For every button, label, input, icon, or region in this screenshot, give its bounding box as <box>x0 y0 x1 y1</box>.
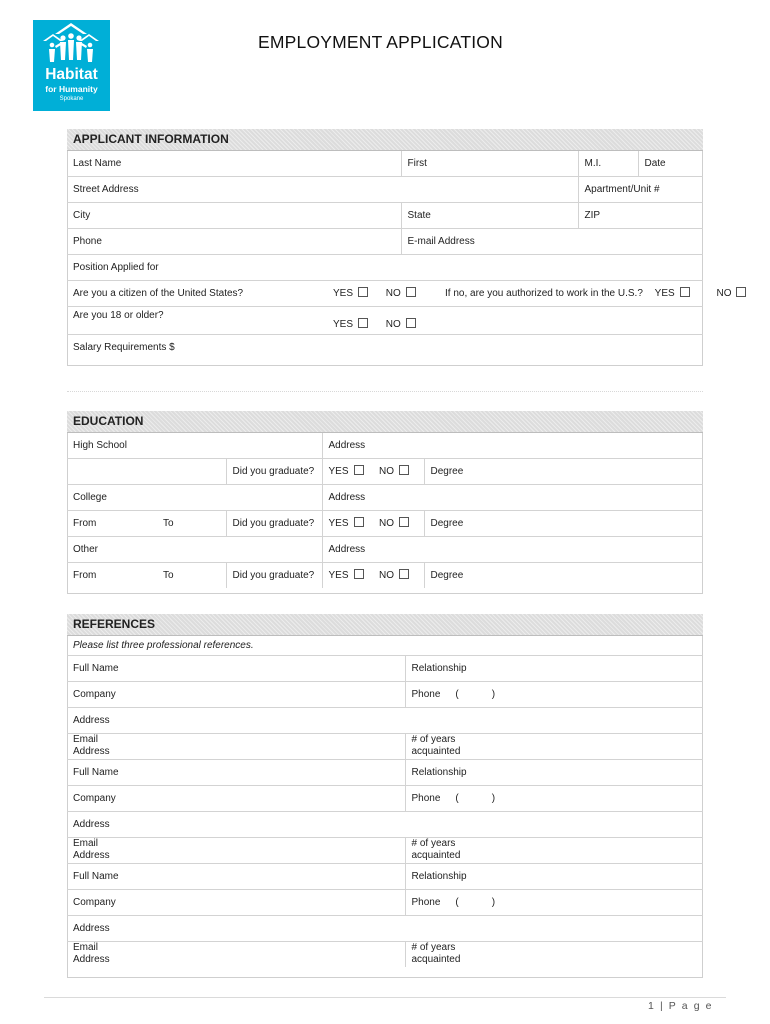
last-name-field[interactable]: Last Name <box>67 150 401 176</box>
college-graduate-question: Did you graduate? <box>226 510 322 536</box>
ref1-relationship-field[interactable]: Relationship <box>405 655 703 681</box>
ref2-phone-field[interactable] <box>405 785 703 811</box>
references-section-header: REFERENCES <box>67 614 703 635</box>
yes-label: YES <box>328 518 349 529</box>
references-section <box>67 614 703 967</box>
ref2-relationship-field[interactable]: Relationship <box>405 759 703 785</box>
ref3-phone-field[interactable] <box>405 889 703 915</box>
age-yes-label: YES <box>333 318 354 330</box>
phone-field[interactable]: Phone <box>67 228 401 254</box>
ref3-company-field[interactable]: Company <box>67 889 405 915</box>
ref1-address-field[interactable]: Address <box>67 707 703 733</box>
authorized-question: If no, are you authorized to work in the U.S.? <box>445 288 643 299</box>
street-address-field[interactable]: Street Address <box>67 176 578 202</box>
ref1-years-acquainted-field[interactable] <box>405 733 703 759</box>
years-label-line1: # of years <box>411 942 456 954</box>
ref3-address-field[interactable]: Address <box>67 915 703 941</box>
logo-wordmark: Habitat <box>45 66 98 83</box>
email-label-line1: Email <box>73 942 99 954</box>
document-title: EMPLOYMENT APPLICATION <box>258 32 503 52</box>
zip-field[interactable]: ZIP <box>578 202 703 228</box>
college-yes <box>322 510 373 536</box>
middle-initial-field[interactable]: M.I. <box>578 150 638 176</box>
ref2-company-field[interactable]: Company <box>67 785 405 811</box>
college-no-checkbox[interactable] <box>399 517 409 527</box>
age-yes-checkbox[interactable] <box>358 318 368 328</box>
years-label-line2: acquainted <box>411 850 461 861</box>
habitat-logo <box>33 20 110 111</box>
phone-area-close: ) <box>491 792 496 804</box>
ref2-full-name-field[interactable]: Full Name <box>67 759 405 785</box>
yes-label: YES <box>328 570 349 582</box>
ref3-relationship-field[interactable]: Relationship <box>405 863 703 889</box>
authorized-options <box>441 280 732 306</box>
other-address-field[interactable]: Address <box>322 536 703 562</box>
other-yes-checkbox[interactable] <box>354 569 364 579</box>
ref1-email-field[interactable] <box>67 733 405 759</box>
logo-chapter: Spokane <box>59 96 84 102</box>
authorized-no-checkbox[interactable] <box>736 287 746 297</box>
ref1-company-field[interactable]: Company <box>67 681 405 707</box>
authorized-no-label: NO <box>716 288 732 299</box>
ref2-years-acquainted-field[interactable] <box>405 837 703 863</box>
applicant-information-section <box>67 129 732 360</box>
phone-area-close: ) <box>491 896 496 908</box>
high-school-yes-checkbox[interactable] <box>354 465 364 475</box>
state-field[interactable]: State <box>401 202 578 228</box>
first-name-field[interactable]: First <box>401 150 578 176</box>
citizen-no-checkbox[interactable] <box>406 287 416 297</box>
ref3-years-acquainted-field[interactable] <box>405 941 703 967</box>
no-label: NO <box>379 466 394 477</box>
years-label-line1: # of years <box>411 734 456 745</box>
other-no <box>373 562 424 588</box>
date-field[interactable]: Date <box>638 150 703 176</box>
other-to-field[interactable]: To <box>163 569 174 581</box>
high-school-degree-field[interactable]: Degree <box>424 458 703 484</box>
section-divider <box>67 391 703 393</box>
college-to-field[interactable]: To <box>157 510 226 536</box>
email-label-line1: Email <box>73 734 99 745</box>
high-school-graduate-question: Did you graduate? <box>226 458 322 484</box>
college-no <box>373 510 424 536</box>
yes-label: YES <box>328 466 349 477</box>
college-yes-checkbox[interactable] <box>354 517 364 527</box>
citizen-yes-checkbox[interactable] <box>358 287 368 297</box>
footer-divider <box>44 997 726 998</box>
high-school-field[interactable]: High School <box>67 432 322 458</box>
high-school-yes <box>322 458 373 484</box>
email-label-line2: Address <box>73 850 110 861</box>
high-school-no-checkbox[interactable] <box>399 465 409 475</box>
other-degree-field[interactable]: Degree <box>424 562 703 588</box>
email-field[interactable]: E-mail Address <box>401 228 703 254</box>
college-degree-field[interactable]: Degree <box>424 510 703 536</box>
phone-area-open: ( <box>455 688 459 700</box>
citizen-question: Are you a citizen of the United States? <box>67 280 333 306</box>
ref2-address-field[interactable]: Address <box>67 811 703 837</box>
ref2-email-field[interactable] <box>67 837 405 863</box>
email-label-line2: Address <box>73 954 110 966</box>
education-section-header: EDUCATION <box>67 411 703 432</box>
college-address-field[interactable]: Address <box>322 484 703 510</box>
high-school-no <box>373 458 424 484</box>
citizen-yes-label: YES <box>333 288 354 299</box>
email-label-line2: Address <box>73 746 110 757</box>
years-label-line1: # of years <box>411 838 456 849</box>
other-school-field[interactable]: Other <box>67 536 322 562</box>
phone-area-open: ( <box>455 896 459 908</box>
logo-tagline: for Humanity <box>45 84 98 94</box>
ref3-email-field[interactable] <box>67 941 405 967</box>
position-applied-field[interactable]: Position Applied for <box>67 254 703 280</box>
education-section <box>67 411 703 588</box>
phone-label: Phone <box>411 896 441 908</box>
no-label: NO <box>379 518 394 529</box>
authorized-yes-label: YES <box>654 288 675 299</box>
authorized-yes-checkbox[interactable] <box>680 287 690 297</box>
apartment-field[interactable]: Apartment/Unit # <box>578 176 703 202</box>
ref1-phone-field[interactable] <box>405 681 703 707</box>
citizen-no-label: NO <box>385 288 401 299</box>
age-options <box>333 306 703 334</box>
age-no-label: NO <box>385 318 401 330</box>
college-field[interactable]: College <box>67 484 322 510</box>
email-label-line1: Email <box>73 838 99 849</box>
other-from-field[interactable]: From <box>73 569 97 581</box>
other-graduate-question: Did you graduate? <box>226 562 322 588</box>
phone-area-open: ( <box>455 792 459 804</box>
citizen-options <box>333 280 441 306</box>
salary-requirements-field[interactable]: Salary Requirements $ <box>73 341 175 353</box>
age-no-checkbox[interactable] <box>406 318 416 328</box>
ref1-full-name-field[interactable]: Full Name <box>67 655 405 681</box>
other-no-checkbox[interactable] <box>399 569 409 579</box>
ref3-full-name-field[interactable]: Full Name <box>67 863 405 889</box>
references-instructions: Please list three professional references. <box>67 635 703 655</box>
page-number: 1 | P a g e <box>648 1000 714 1012</box>
applicant-section-header: APPLICANT INFORMATION <box>67 129 703 150</box>
phone-label: Phone <box>411 688 441 700</box>
years-label-line2: acquainted <box>411 746 461 757</box>
college-from-field[interactable]: From <box>67 510 157 536</box>
no-label: NO <box>379 570 394 582</box>
city-field[interactable]: City <box>67 202 401 228</box>
phone-area-close: ) <box>491 688 496 700</box>
high-school-address-field[interactable]: Address <box>322 432 703 458</box>
years-label-line2: acquainted <box>411 954 461 966</box>
other-yes <box>322 562 373 588</box>
phone-label: Phone <box>411 792 441 804</box>
age-question: Are you 18 or older? <box>67 306 333 334</box>
houses-people-icon <box>33 20 110 70</box>
